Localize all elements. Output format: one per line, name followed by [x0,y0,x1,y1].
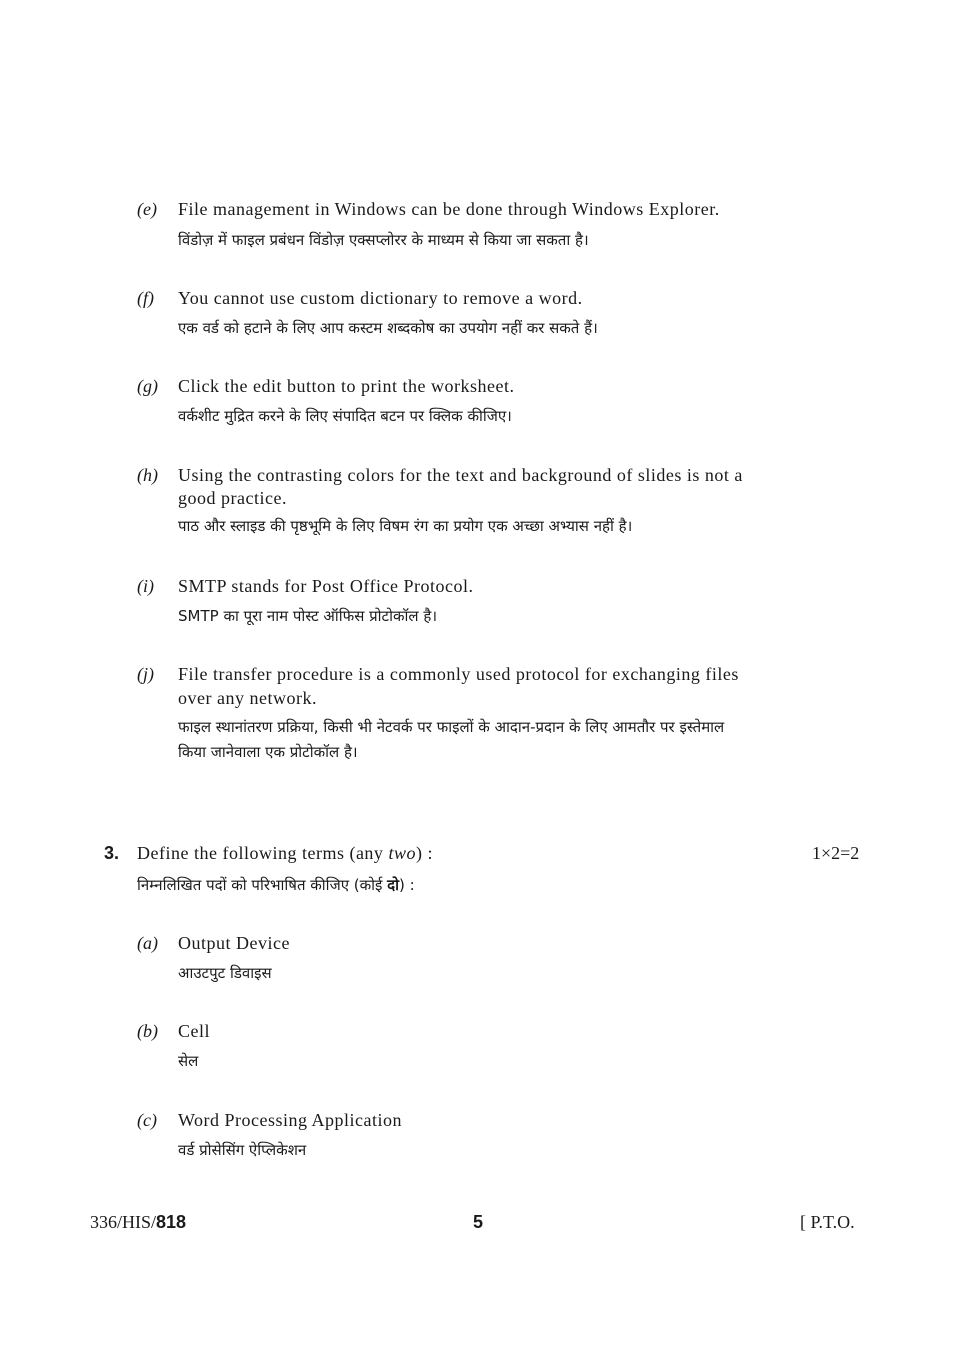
part-label: (c) [137,1110,157,1130]
question-text-hi: निम्नलिखित पदों को परिभाषित कीजिए (कोई दो) : [137,876,415,894]
part-text-en: Output Device [178,933,290,953]
item-text-en: Using the contrasting colors for the text and background of slides is not a [178,465,743,485]
part-text-hi: सेल [178,1052,199,1070]
item-label: (g) [137,376,158,396]
item-text-en: good practice. [178,488,287,508]
item-text-hi: किया जानेवाला एक प्रोटोकॉल है। [178,743,358,761]
item-label: (h) [137,465,158,485]
paper-code: 336/HIS/818 [90,1212,187,1232]
item-text-en: You cannot use custom dictionary to remove a word. [178,288,583,308]
pto-label: [ P.T.O. [800,1212,855,1232]
item-label: (e) [137,199,157,219]
item-text-hi: विंडोज़ में फाइल प्रबंधन विंडोज़ एक्सप्लोरर के माध्यम से किया जा सकता है। [178,231,589,249]
item-text-en: SMTP stands for Post Office Protocol. [178,576,474,596]
part-text-hi: वर्ड प्रोसेसिंग ऐप्लिकेशन [178,1141,307,1159]
part-text-en: Cell [178,1021,210,1041]
question-number: 3. [104,843,120,863]
item-text-hi: पाठ और स्लाइड की पृष्ठभूमि के लिए विषम रंग का प्रयोग एक अच्छा अभ्यास नहीं है। [178,517,633,535]
question-text-en: Define the following terms (any two) : [137,843,433,863]
part-label: (a) [137,933,158,953]
marks: 1×2=2 [812,843,860,863]
item-text-hi: SMTP का पूरा नाम पोस्ट ऑफिस प्रोटोकॉल है। [178,607,437,625]
item-label: (j) [137,664,154,684]
item-text-en: File transfer procedure is a commonly used protocol for exchanging files [178,664,739,684]
item-label: (i) [137,576,154,596]
part-label: (b) [137,1021,158,1041]
item-text-en: File management in Windows can be done through Windows Explorer. [178,199,720,219]
item-text-en: Click the edit button to print the worksheet. [178,376,515,396]
part-text-hi: आउटपुट डिवाइस [178,964,272,982]
page-number: 5 [473,1212,484,1232]
item-label: (f) [137,288,154,308]
item-text-en: over any network. [178,688,317,708]
item-text-hi: एक वर्ड को हटाने के लिए आप कस्टम शब्दकोष का उपयोग नहीं कर सकते हैं। [178,319,598,337]
part-text-en: Word Processing Application [178,1110,403,1130]
item-text-hi: वर्कशीट मुद्रित करने के लिए संपादित बटन पर क्लिक कीजिए। [178,407,512,425]
item-text-hi: फाइल स्थानांतरण प्रक्रिया, किसी भी नेटवर्क पर फाइलों के आदान-प्रदान के लिए आमतौर पर इस्तेमाल [178,718,725,736]
